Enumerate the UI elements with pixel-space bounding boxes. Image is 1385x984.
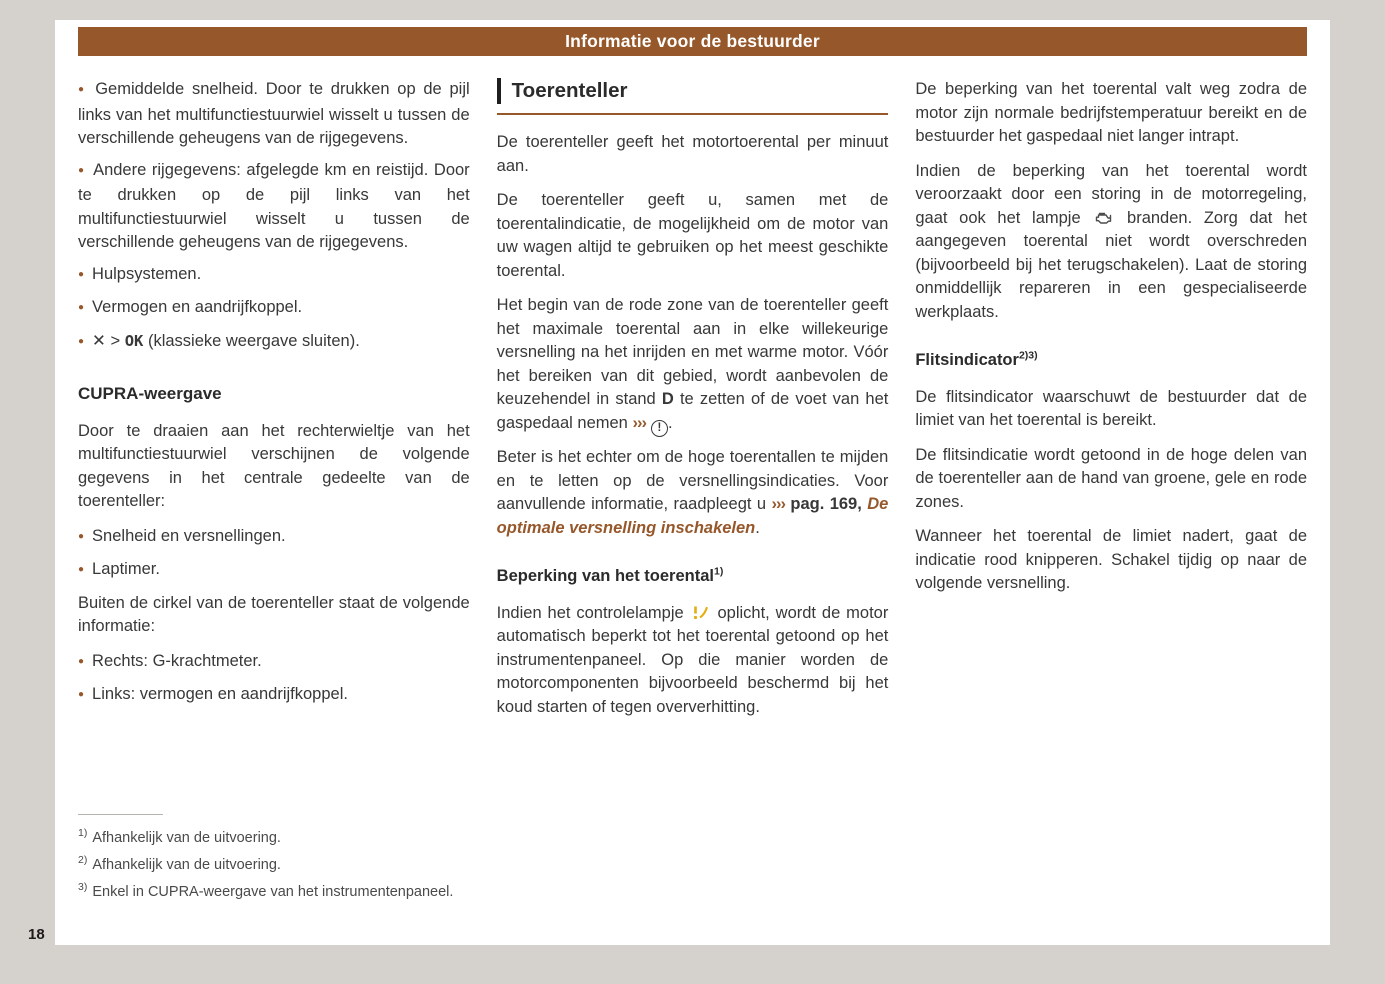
warning-note-circle-icon: ! <box>651 420 668 437</box>
ok-button-glyph: OK <box>124 331 144 350</box>
paragraph <box>915 160 1307 325</box>
chapter-title: Informatie voor de bestuurder <box>565 31 820 51</box>
paragraph-text: Indien de beperking van het toerental wordt veroorzaakt door een storing in de motorregeling, gaat ook het lampje <box>915 161 1308 227</box>
paragraph <box>497 446 889 540</box>
footnotes-block <box>78 814 453 909</box>
outside-dial-list <box>78 650 470 709</box>
footnote-marker: 2) <box>78 854 88 867</box>
paragraph: De toerenteller geeft u, samen met de toerentalindicatie, de mogelijkheid om de motor van uw wagen altijd te gebruiken op het meest geschikte toerental. <box>496 191 889 280</box>
paragraph-text: . <box>755 518 760 537</box>
footnote <box>78 882 453 902</box>
footnote <box>78 855 453 875</box>
paragraph: Wanneer het toerental de limiet nadert, gaat de indicatie rood knipperen. Schakel tijdig op naar de volgende versnelling. <box>915 527 1308 592</box>
column-middle <box>497 78 889 730</box>
paragraph <box>497 602 889 720</box>
footnote <box>78 828 453 848</box>
paragraph: De toerenteller geeft het motortoerental per minuut aan. <box>496 133 889 175</box>
section-heading: Toerenteller <box>497 78 889 104</box>
display-options-list <box>78 78 470 355</box>
paragraph-text: Beter is het echter om de hoge toerentallen te mijden en te letten op de versnellingsindicaties. Voor aanvullende informatie, raadpleegt u <box>496 448 889 513</box>
text-columns <box>55 56 1330 730</box>
close-icon: ✕ <box>92 331 106 350</box>
column-right <box>915 78 1307 730</box>
subheading-text: Flitsindicator <box>915 351 1019 369</box>
engine-warning-icon <box>1094 211 1113 225</box>
cross-ref-arrows-icon: ››› <box>771 495 785 513</box>
chapter-header-bar <box>78 27 1307 56</box>
footnote-text: Afhankelijk van de uitvoering. <box>92 830 281 846</box>
list-item: ● Vermogen en aandrijfkoppel. <box>78 296 470 322</box>
cupra-view-list <box>78 525 470 584</box>
separator-text: > <box>105 331 125 350</box>
shift-indicator-subheading <box>915 349 1307 373</box>
footnote-marker: 3) <box>78 881 88 894</box>
paragraph: De beperking van het toerental valt weg zodra de motor zijn normale bedrijfstemperatuur bereikt en de bestuurder het gaspedaal niet langer intrapt. <box>915 80 1308 145</box>
list-item: ● Gemiddelde snelheid. Door te drukken op de pijl links van het multifunctiestuurwiel wisselt u tussen de verschillende geheugens van de rijgegevens. <box>78 78 470 151</box>
paragraph: De flitsindicatie wordt getoond in de hoge delen van de toerenteller aan de hand van groene, gele en rode zones. <box>915 445 1308 511</box>
list-item: ● Rechts: G-krachtmeter. <box>78 650 470 676</box>
footnote-ref: 1) <box>713 565 724 578</box>
paragraph-text: . <box>667 413 673 432</box>
paragraph: De flitsindicator waarschuwt de bestuurder dat de limiet van het toerental is bereikt. <box>915 387 1308 429</box>
list-item: ● Snelheid en versnellingen. <box>78 525 470 551</box>
footnote-ref: 2)3) <box>1018 349 1038 362</box>
rev-limit-subheading <box>497 565 889 589</box>
section-heading-wrap <box>497 78 889 115</box>
footnote-text: Enkel in CUPRA-weergave van het instrumentenpaneel. <box>92 884 454 900</box>
list-item-text: (klassieke weergave sluiten). <box>143 331 360 350</box>
page-reference: pag. 169, <box>784 495 862 513</box>
footnote-text: Afhankelijk van de uitvoering. <box>92 857 281 873</box>
cupra-view-heading: CUPRA-weergave <box>78 384 222 403</box>
paragraph-text: Indien het controlelampje <box>496 603 690 622</box>
footnote-marker: 1) <box>78 827 88 840</box>
paragraph <box>497 294 889 435</box>
cross-ref-arrows-icon: ››› <box>632 413 646 432</box>
list-item: ● Links: vermogen en aandrijfkoppel. <box>78 683 470 709</box>
list-item: ● Laptimer. <box>78 558 470 584</box>
paragraph-text: te zetten of de voet van het gaspedaal nemen <box>496 390 889 432</box>
list-item: ● Andere rijgegevens: afgelegde km en reistijd. Door te drukken op de pijl links van het multifunctiestuurwiel wisselt u tussen de verschillende geheugens van de rijgegevens. <box>78 159 470 255</box>
paragraph: Door te draaien aan het rechterwieltje van het multifunctiestuurwiel verschijnen de volgende gegevens in het centrale gedeelte van de toerenteller: <box>78 421 470 510</box>
list-item: ● Hulpsystemen. <box>78 263 470 289</box>
paragraph-text: oplicht, wordt de motor automatisch beperkt tot het toerental getoond op het instrumentenpaneel. Op die manier worden de motorcomponenten bijvoorbeeld beschermd bij het koud starten of tegen oververhitting. <box>496 603 889 716</box>
paragraph: Buiten de cirkel van de toerenteller staat de volgende informatie: <box>78 593 470 635</box>
rev-limit-warning-icon <box>692 605 710 620</box>
paragraph-text: Het begin van de rode zone van de toerenteller geeft het maximale toerental aan in elke willekeurige versnelling na het inrijden en met warme motor. Vóór het bereiken van dit gebied, wordt aanbevolen de keuzehendel in stand <box>496 296 889 408</box>
warning-cross-reference[interactable] <box>632 414 667 432</box>
column-left <box>78 78 470 730</box>
list-item-close-view <box>78 330 470 356</box>
paragraph-text: branden. Zorg dat het aangegeven toerental niet wordt overschreden (bijvoorbeeld bij het terugschakelen). Laat de storing onmiddellijk repareren in een gespecialiseerde werkplaats. <box>915 208 1308 321</box>
referenced-section-title: De optimale versnelling inschakelen <box>496 495 889 537</box>
page-number: 18 <box>28 926 45 943</box>
subheading-text: Beperking van het toerental <box>496 567 714 585</box>
drive-position-label: D <box>661 390 674 408</box>
manual-page <box>55 20 1330 945</box>
footnote-separator <box>78 814 163 815</box>
